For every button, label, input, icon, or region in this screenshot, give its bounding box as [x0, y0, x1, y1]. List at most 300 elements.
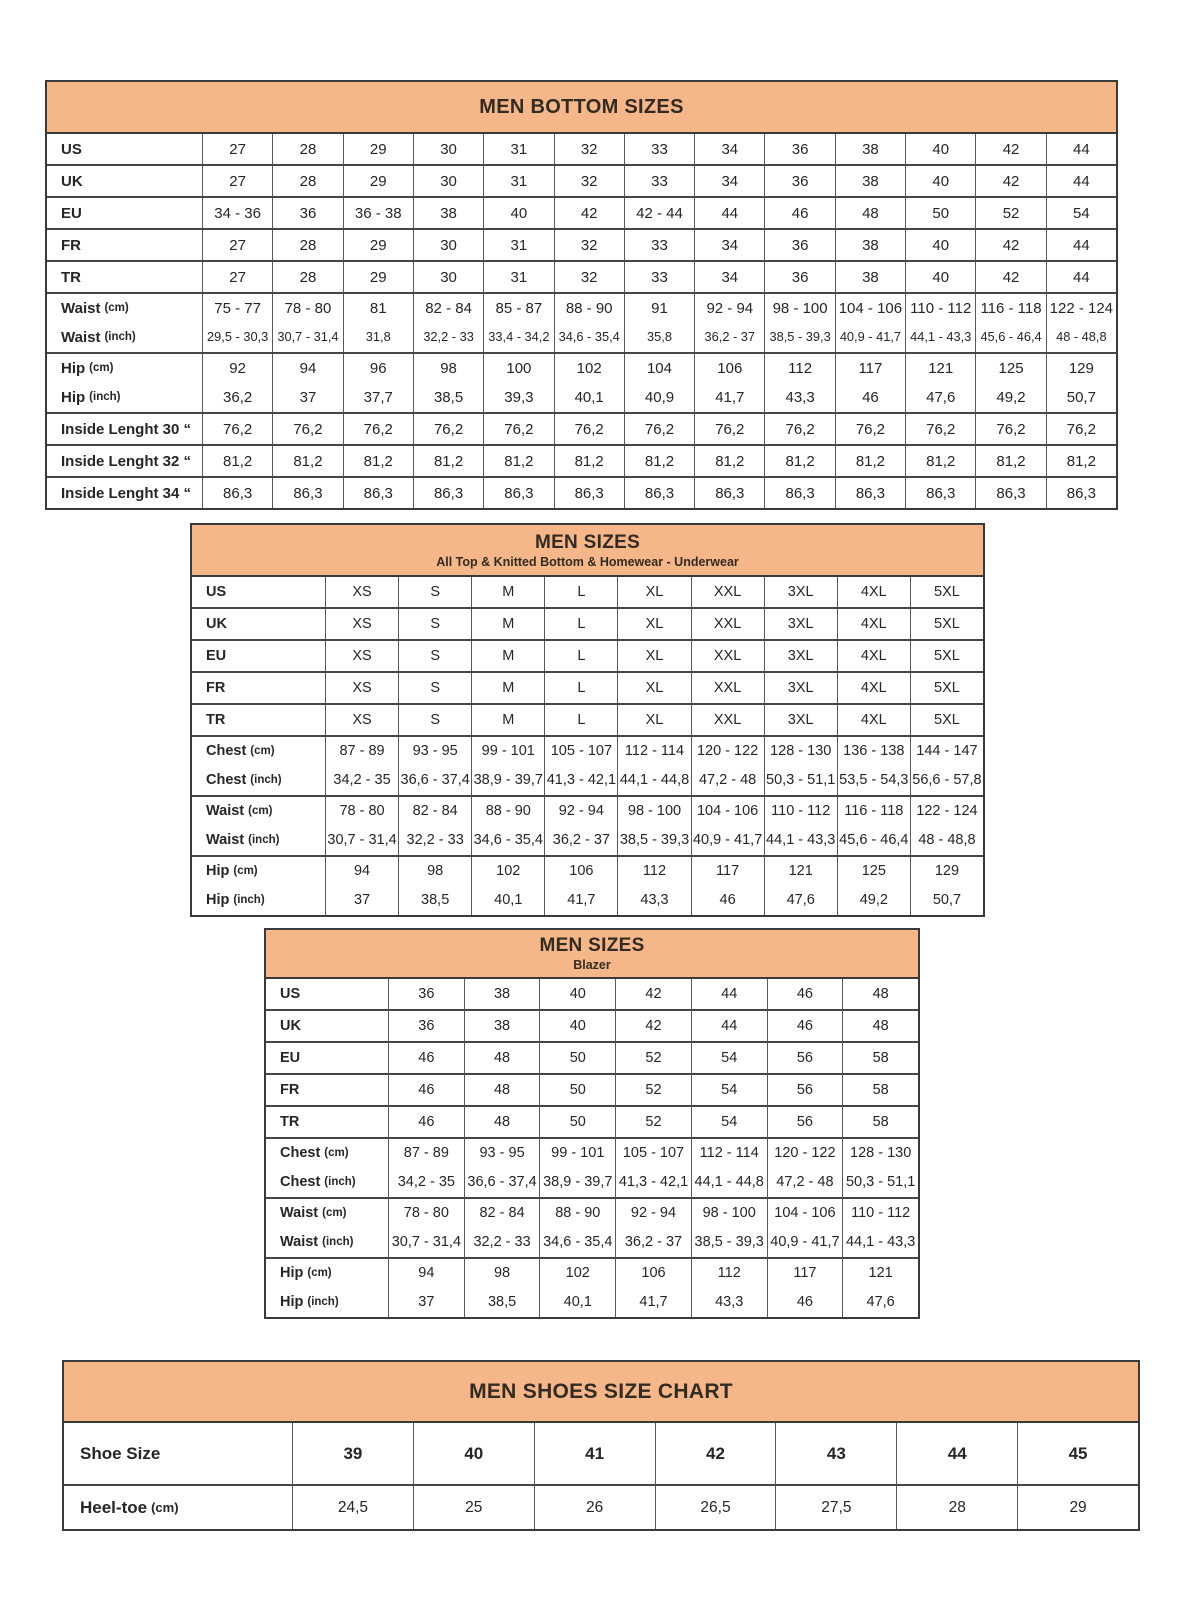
table-cell: 86,3 [202, 478, 272, 508]
table-cell: 125 [837, 857, 910, 886]
table-cell: XS [325, 609, 398, 639]
table-cell: XS [325, 705, 398, 735]
table-cell: 31 [483, 230, 553, 260]
table-cell: 27 [202, 230, 272, 260]
table-cell: 78 - 80 [325, 797, 398, 826]
table-section [47, 198, 1116, 230]
row-label-text: Chest [206, 772, 247, 789]
table-cell: 98 [398, 857, 471, 886]
table-cell: 42 [975, 262, 1045, 292]
table-cell: 30,7 - 31,4 [388, 1228, 464, 1257]
table-cell: 47,6 [842, 1288, 918, 1317]
table-cell: 45 [1017, 1423, 1138, 1484]
table-cell: 81,2 [483, 446, 553, 476]
table-cell: 87 - 89 [388, 1139, 464, 1168]
table-cell: 41,3 - 42,1 [615, 1168, 691, 1197]
table-cell: 40,1 [554, 383, 624, 412]
table-cell: 93 - 95 [464, 1139, 540, 1168]
row-label [192, 705, 325, 735]
table-cell: 46 [691, 886, 764, 915]
table-row [47, 134, 1116, 164]
table-cell: 52 [615, 1075, 691, 1105]
table-cell: 98 - 100 [691, 1199, 767, 1228]
table-cell: 105 - 107 [544, 737, 617, 766]
table-cell: 56 [767, 1075, 843, 1105]
table-cell: 40 [905, 134, 975, 164]
table-cell: 32,2 - 33 [413, 323, 483, 352]
table-cell: 45,6 - 46,4 [837, 826, 910, 855]
table-cell: 81,2 [1046, 446, 1116, 476]
table-cell: 99 - 101 [471, 737, 544, 766]
table-cell: 43,3 [691, 1288, 767, 1317]
table-cell: 3XL [764, 641, 837, 671]
table-cell: 92 - 94 [694, 294, 764, 323]
table-cell: XL [617, 609, 690, 639]
table-row [266, 1199, 918, 1228]
row-label [192, 826, 325, 855]
table-cell: 86,3 [905, 478, 975, 508]
table-cell: 47,6 [905, 383, 975, 412]
table-cell: 36 [388, 979, 464, 1009]
table-cell: 52 [615, 1107, 691, 1137]
table-cell: 36 [388, 1011, 464, 1041]
row-label [47, 230, 202, 260]
table-cell: 41,7 [544, 886, 617, 915]
table-cell: 86,3 [413, 478, 483, 508]
table-cell: 3XL [764, 577, 837, 607]
table-header [64, 1362, 1138, 1423]
table-cell: 81,2 [694, 446, 764, 476]
table-cell: XXL [691, 641, 764, 671]
table-cell: 36,6 - 37,4 [398, 766, 471, 795]
table-cell: 106 [694, 354, 764, 383]
table-cell: XL [617, 705, 690, 735]
row-label [192, 673, 325, 703]
table-cell: 30 [413, 166, 483, 196]
table-cell: 76,2 [694, 414, 764, 444]
table-row [192, 766, 983, 795]
table-row [192, 705, 983, 735]
table-section [266, 1139, 918, 1199]
row-label-unit: (cm) [250, 744, 275, 757]
table-row [47, 198, 1116, 228]
table-cell: XXL [691, 705, 764, 735]
row-label [266, 979, 388, 1009]
table-body [47, 134, 1116, 508]
row-label [266, 1043, 388, 1073]
row-label-text: Inside Lenght 34 “ [61, 484, 192, 502]
table-cell: 30 [413, 134, 483, 164]
table-cell: 34 [694, 230, 764, 260]
table-cell: 92 - 94 [544, 797, 617, 826]
table-cell: 36 [764, 262, 834, 292]
table-body [64, 1423, 1138, 1529]
row-label-text: UK [206, 615, 227, 632]
table-cell: 106 [615, 1259, 691, 1288]
table-cell: 44,1 - 44,8 [691, 1168, 767, 1197]
table-row [192, 886, 983, 915]
table-cell: 125 [975, 354, 1045, 383]
table-row [266, 1168, 918, 1197]
table-cell: 102 [471, 857, 544, 886]
table-cell: 75 - 77 [202, 294, 272, 323]
table-cell: 3XL [764, 673, 837, 703]
table-cell: 34 - 36 [202, 198, 272, 228]
table-cell: 3XL [764, 609, 837, 639]
table-cell: 52 [615, 1043, 691, 1073]
table-cell: 56 [767, 1107, 843, 1137]
table-cell: L [544, 577, 617, 607]
table-cell: 82 - 84 [398, 797, 471, 826]
table-row [266, 1139, 918, 1168]
table-cell: 91 [624, 294, 694, 323]
table-cell: 76,2 [835, 414, 905, 444]
table-cell: 50,3 - 51,1 [764, 766, 837, 795]
table-cell: 96 [343, 354, 413, 383]
table-cell: 31 [483, 262, 553, 292]
table-cell: 81,2 [835, 446, 905, 476]
table-cell: 27 [202, 166, 272, 196]
table-cell: L [544, 673, 617, 703]
row-label-text: UK [61, 172, 83, 190]
table-row [266, 1288, 918, 1317]
table-cell: 36,2 - 37 [544, 826, 617, 855]
table-cell: 58 [842, 1075, 918, 1105]
row-label-unit: (cm) [322, 1206, 347, 1219]
table-cell: 46 [764, 198, 834, 228]
table-cell: 50,7 [1046, 383, 1116, 412]
table-cell: 4XL [837, 577, 910, 607]
table-section [47, 446, 1116, 478]
row-label [47, 198, 202, 228]
table-cell: 116 - 118 [975, 294, 1045, 323]
row-label-unit: (inch) [250, 773, 282, 786]
table-cell: 44 [1046, 230, 1116, 260]
table-cell: 49,2 [975, 383, 1045, 412]
table-cell: 27 [202, 262, 272, 292]
table-cell: 86,3 [975, 478, 1045, 508]
table-row [47, 323, 1116, 352]
table-cell: 48 - 48,8 [910, 826, 983, 855]
table-cell: 94 [272, 354, 342, 383]
table-cell: 81,2 [413, 446, 483, 476]
table-row [266, 1043, 918, 1073]
row-label-unit: (cm) [104, 301, 129, 314]
table-cell: 120 - 122 [767, 1139, 843, 1168]
table-cell: 58 [842, 1043, 918, 1073]
table-cell: XS [325, 577, 398, 607]
row-label [47, 134, 202, 164]
table-section [47, 166, 1116, 198]
table-cell: 38 [464, 1011, 540, 1041]
table-section [47, 478, 1116, 508]
row-label-text: Inside Lenght 30 “ [61, 420, 192, 438]
table-cell: 36,2 [202, 383, 272, 412]
table-cell: 44 [896, 1423, 1017, 1484]
table-cell: 33 [624, 262, 694, 292]
table-cell: 117 [835, 354, 905, 383]
table-cell: 26,5 [655, 1486, 776, 1529]
table-cell: 81,2 [764, 446, 834, 476]
table-cell: S [398, 641, 471, 671]
table-section [64, 1486, 1138, 1529]
row-label-text: FR [206, 679, 226, 696]
table-cell: 50,7 [910, 886, 983, 915]
table-cell: 98 [464, 1259, 540, 1288]
table-row [266, 979, 918, 1009]
table-cell: 38,5 - 39,3 [617, 826, 690, 855]
table-cell: 42 [975, 134, 1045, 164]
table-cell: 50 [539, 1075, 615, 1105]
table-cell: 44 [1046, 166, 1116, 196]
row-label-unit: (cm) [233, 864, 258, 877]
table-cell: M [471, 577, 544, 607]
row-label-unit: (inch) [104, 330, 136, 343]
table-cell: 34 [694, 262, 764, 292]
table-cell: 39 [292, 1423, 413, 1484]
table-row [47, 262, 1116, 292]
table-title: MEN SIZES [534, 531, 641, 553]
table-cell: 81,2 [905, 446, 975, 476]
row-label-unit: (cm) [151, 1500, 179, 1515]
table-cell: 106 [544, 857, 617, 886]
table-row [192, 641, 983, 671]
table-cell: 112 - 114 [617, 737, 690, 766]
table-row [192, 857, 983, 886]
table-cell: 44 [691, 979, 767, 1009]
table-row [47, 446, 1116, 476]
table-cell: 43,3 [764, 383, 834, 412]
table-cell: 88 - 90 [471, 797, 544, 826]
table-cell: 38 [835, 134, 905, 164]
table-cell: 76,2 [975, 414, 1045, 444]
table-cell: 38,5 [398, 886, 471, 915]
table-row [47, 166, 1116, 196]
table-cell: 33 [624, 166, 694, 196]
table-cell: 34,6 - 35,4 [471, 826, 544, 855]
table-cell: 86,3 [272, 478, 342, 508]
table-cell: 86,3 [554, 478, 624, 508]
table-cell: 25 [413, 1486, 534, 1529]
table-cell: 36 [764, 134, 834, 164]
table-cell: 81,2 [975, 446, 1045, 476]
table-cell: 24,5 [292, 1486, 413, 1529]
table-cell: 31 [483, 134, 553, 164]
table-cell: 3XL [764, 705, 837, 735]
table-row [192, 737, 983, 766]
men-shoes-size-table [62, 1360, 1140, 1531]
table-cell: 35,8 [624, 323, 694, 352]
table-cell: 88 - 90 [554, 294, 624, 323]
table-cell: 76,2 [483, 414, 553, 444]
table-cell: 43 [775, 1423, 896, 1484]
table-cell: 76,2 [764, 414, 834, 444]
table-cell: 38 [835, 230, 905, 260]
table-cell: 28 [272, 166, 342, 196]
men-sizes-tops-table [190, 523, 985, 917]
table-cell: 30,7 - 31,4 [272, 323, 342, 352]
table-row [64, 1423, 1138, 1484]
row-label [47, 294, 202, 323]
table-cell: 38,9 - 39,7 [539, 1168, 615, 1197]
table-cell: 46 [767, 1288, 843, 1317]
table-cell: 38 [835, 166, 905, 196]
table-row [266, 1228, 918, 1257]
table-cell: 36,2 - 37 [694, 323, 764, 352]
table-cell: 48 [842, 979, 918, 1009]
table-row [266, 1075, 918, 1105]
table-cell: 44 [691, 1011, 767, 1041]
table-cell: 29 [343, 230, 413, 260]
table-row [47, 294, 1116, 323]
table-header [192, 525, 983, 577]
table-cell: 54 [691, 1075, 767, 1105]
table-cell: 42 [975, 230, 1045, 260]
table-cell: 48 [464, 1107, 540, 1137]
table-cell: 38 [464, 979, 540, 1009]
table-section [47, 134, 1116, 166]
table-section [192, 737, 983, 797]
row-label-unit: (inch) [307, 1295, 339, 1308]
table-cell: 129 [910, 857, 983, 886]
table-cell: 81,2 [624, 446, 694, 476]
table-cell: XL [617, 577, 690, 607]
table-cell: 112 [764, 354, 834, 383]
table-cell: 44 [694, 198, 764, 228]
table-cell: 86,3 [483, 478, 553, 508]
table-cell: 36,2 - 37 [615, 1228, 691, 1257]
table-cell: M [471, 641, 544, 671]
row-label-text: TR [280, 1113, 300, 1130]
table-cell: 5XL [910, 673, 983, 703]
table-cell: 40,9 - 41,7 [767, 1228, 843, 1257]
table-cell: 46 [767, 1011, 843, 1041]
table-cell: 81 [343, 294, 413, 323]
table-cell: 104 - 106 [691, 797, 764, 826]
table-cell: 32 [554, 134, 624, 164]
table-cell: 98 - 100 [764, 294, 834, 323]
table-cell: M [471, 673, 544, 703]
table-cell: 54 [691, 1043, 767, 1073]
table-cell: 116 - 118 [837, 797, 910, 826]
table-body [266, 979, 918, 1317]
table-cell: 112 [617, 857, 690, 886]
table-cell: 40 [905, 262, 975, 292]
table-cell: 37 [325, 886, 398, 915]
table-cell: 76,2 [343, 414, 413, 444]
table-cell: 37 [272, 383, 342, 412]
table-title: MEN BOTTOM SIZES [479, 95, 684, 118]
table-cell: 50 [905, 198, 975, 228]
row-label-text: Waist [61, 300, 101, 317]
row-label-text: EU [61, 204, 82, 222]
table-cell: 38,5 - 39,3 [764, 323, 834, 352]
table-cell: M [471, 609, 544, 639]
table-section [266, 1011, 918, 1043]
table-cell: 36 [272, 198, 342, 228]
table-cell: 94 [388, 1259, 464, 1288]
table-cell: 81,2 [202, 446, 272, 476]
table-cell: 32 [554, 262, 624, 292]
table-cell: 28 [272, 134, 342, 164]
table-row [47, 354, 1116, 383]
table-cell: 102 [554, 354, 624, 383]
table-cell: 88 - 90 [539, 1199, 615, 1228]
row-label-text: Waist [206, 803, 245, 820]
table-cell: 29 [1017, 1486, 1138, 1529]
row-label-text: Heel-toe [80, 1498, 148, 1517]
row-label-text: EU [206, 647, 227, 664]
table-cell: XL [617, 673, 690, 703]
table-cell: 86,3 [694, 478, 764, 508]
men-bottom-sizes-table [45, 80, 1118, 510]
table-cell: 76,2 [905, 414, 975, 444]
table-row [192, 797, 983, 826]
row-label-text: US [61, 140, 82, 158]
table-cell: 28 [896, 1486, 1017, 1529]
table-cell: 42 [655, 1423, 776, 1484]
table-cell: XS [325, 673, 398, 703]
row-label-text: Hip [280, 1294, 304, 1311]
table-cell: 37 [388, 1288, 464, 1317]
table-cell: 46 [767, 979, 843, 1009]
table-title: MEN SIZES [539, 935, 645, 956]
row-label [64, 1486, 292, 1529]
table-cell: 93 - 95 [398, 737, 471, 766]
row-label [47, 262, 202, 292]
table-cell: 27,5 [775, 1486, 896, 1529]
table-cell: 110 - 112 [842, 1199, 918, 1228]
table-cell: 50 [539, 1107, 615, 1137]
table-section [192, 609, 983, 641]
row-label [192, 577, 325, 607]
table-cell: 29 [343, 134, 413, 164]
table-cell: 49,2 [837, 886, 910, 915]
table-cell: 43,3 [617, 886, 690, 915]
table-cell: 38,9 - 39,7 [471, 766, 544, 795]
table-cell: 48 [842, 1011, 918, 1041]
row-label-unit: (cm) [324, 1146, 349, 1159]
table-cell: 85 - 87 [483, 294, 553, 323]
table-cell: 40 [483, 198, 553, 228]
row-label [266, 1107, 388, 1137]
table-header [266, 930, 918, 979]
table-cell: 33 [624, 134, 694, 164]
row-label [192, 797, 325, 826]
row-label-text: TR [61, 268, 81, 286]
table-cell: 34,2 - 35 [388, 1168, 464, 1197]
table-cell: 44,1 - 43,3 [764, 826, 837, 855]
row-label-text: Waist [61, 329, 101, 346]
table-cell: 104 - 106 [835, 294, 905, 323]
table-cell: 41,7 [615, 1288, 691, 1317]
table-cell: 42 [975, 166, 1045, 196]
row-label [47, 414, 202, 444]
table-cell: 128 - 130 [764, 737, 837, 766]
table-cell: XXL [691, 577, 764, 607]
table-cell: 34 [694, 134, 764, 164]
table-cell: 36 [764, 230, 834, 260]
row-label-text: EU [280, 1049, 301, 1066]
table-cell: 27 [202, 134, 272, 164]
table-cell: 40,1 [539, 1288, 615, 1317]
table-cell: 81,2 [343, 446, 413, 476]
table-section [192, 797, 983, 857]
table-cell: 94 [325, 857, 398, 886]
table-subtitle: Blazer [573, 958, 611, 972]
table-cell: 112 - 114 [691, 1139, 767, 1168]
table-cell: 5XL [910, 705, 983, 735]
